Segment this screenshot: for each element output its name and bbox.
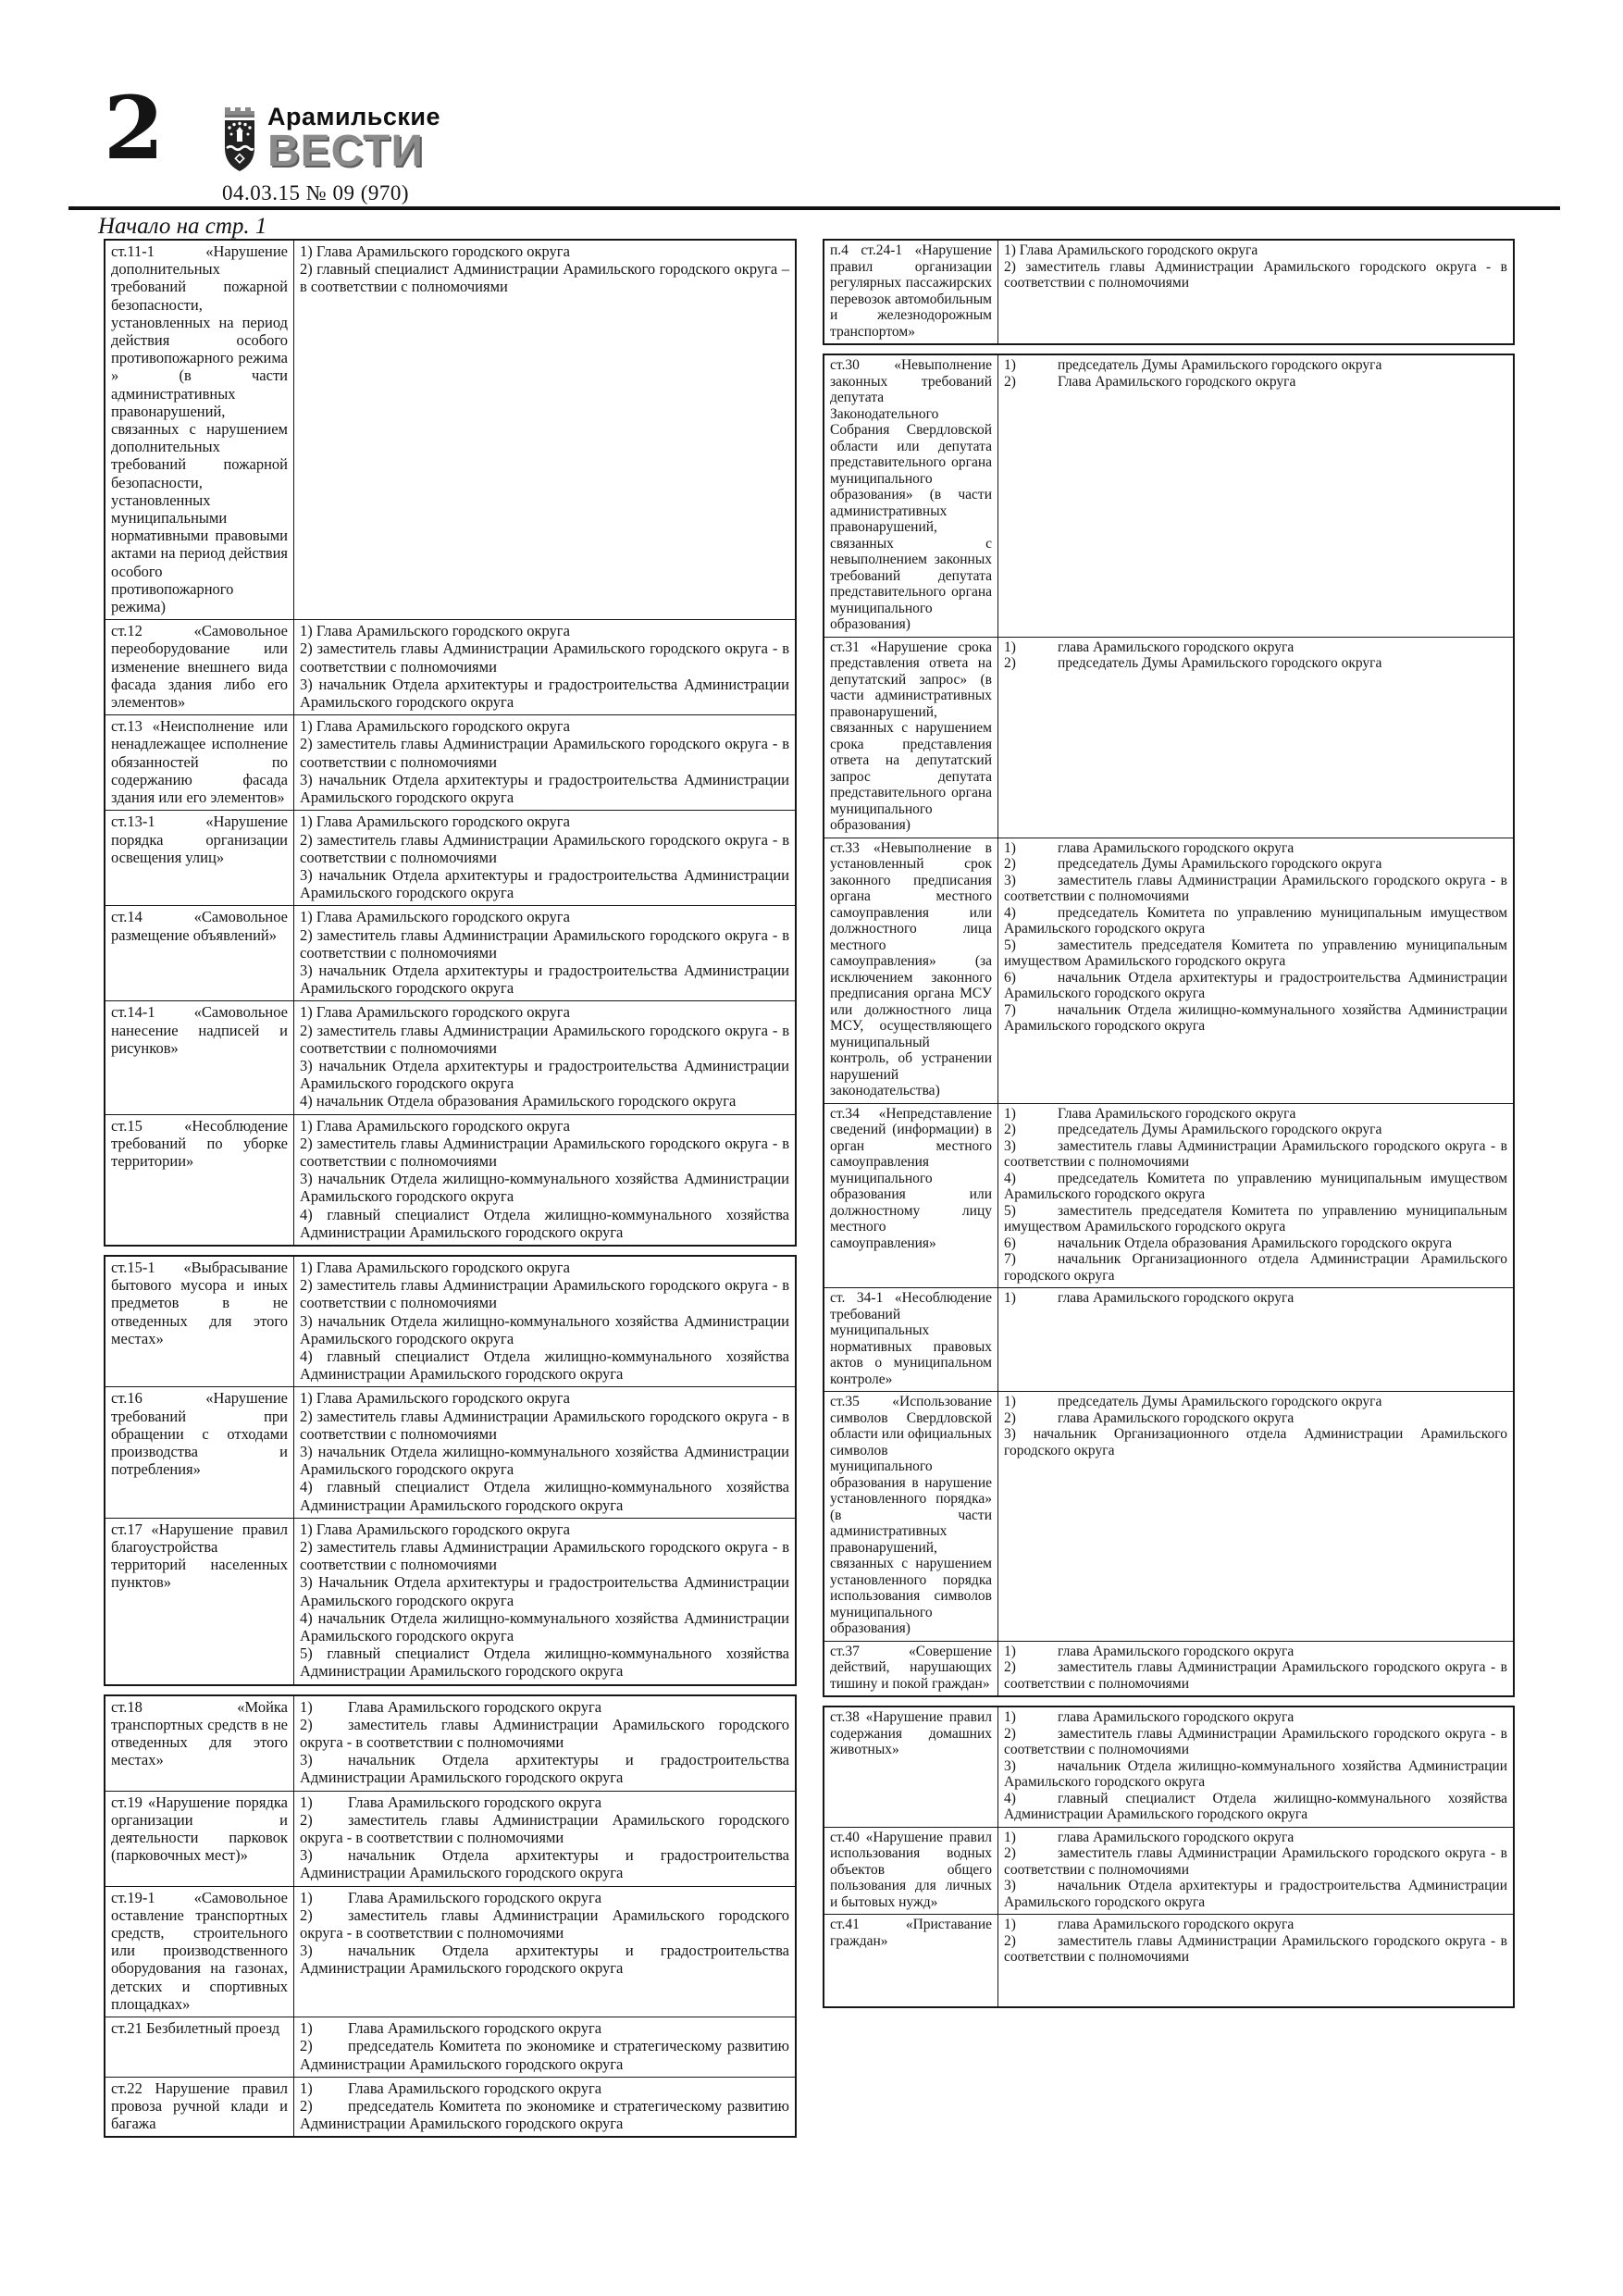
official-item: 1) Глава Арамильского городского округа [300, 1389, 570, 1408]
official-item: 1) Глава Арамильского городского округа [300, 908, 570, 926]
table-row [105, 715, 796, 811]
officials-cell [998, 240, 1515, 344]
officials-cell [294, 1791, 797, 1886]
official-item: 1) глава Арамильского городского округа [1004, 1829, 1295, 1845]
official-item: 2) заместитель главы Администрации Арамильского городского округа - в соответствии с полномочиями [300, 1407, 789, 1443]
official-item: 2) глава Арамильского городского округа [1004, 1409, 1295, 1426]
official-item: 3) начальник Отдела архитектуры и градостроительства Администрации Арамильского городского округа [300, 1751, 789, 1787]
table-row [105, 1695, 796, 1792]
official-item: 1) Глава Арамильского городского округа [300, 1697, 602, 1716]
violations-table [823, 239, 1515, 345]
officials-cell [998, 354, 1515, 637]
official-item: 1) глава Арамильского городского округа [1004, 639, 1295, 655]
official-item: 2) председатель Думы Арамильского городского округа [1004, 856, 1382, 872]
officials-cell [998, 1706, 1515, 1827]
official-item: 4) начальник Отдела жилищно-коммунального хозяйства Администрации Арамильского городского округа [300, 1608, 789, 1645]
officials-cell [294, 1256, 797, 1387]
officials-cell [998, 1392, 1515, 1642]
official-item: 1) глава Арамильского городского округа [1004, 1643, 1295, 1659]
official-item: 1) председатель Думы Арамильского городского округа [1004, 357, 1382, 373]
officials-cell [294, 1518, 797, 1684]
article-cell: ст.16 «Нарушение требований при обращении с отходами производства и потребления» [105, 1387, 294, 1518]
official-item: 1) глава Арамильского городского округа [1004, 1290, 1295, 1306]
table-row [824, 637, 1514, 838]
official-item: 5) заместитель председателя Комитета по управлению муниципальным имуществом Арамильского городского округа [1004, 937, 1507, 969]
table-row [824, 1827, 1514, 1915]
table-row [105, 1001, 796, 1114]
official-item: 1) Глава Арамильского городского округа [1004, 242, 1258, 258]
table-row [824, 240, 1514, 344]
official-item: 2) заместитель главы Администрации Арамильского городского округа - в соответствии с полномочиями [300, 1538, 789, 1574]
article-cell: ст.33 «Невыполнение в установленный срок законного предписания органа местного самоуправления или должностного лица местного самоуправления» (за исключением законного предписания органа МСУ или должностного лица МСУ, осуществляющего муниципальный контроль, об устранении нарушений законодательства) [824, 838, 998, 1103]
article-cell: ст.13-1 «Нарушение порядка организации освещения улиц» [105, 811, 294, 906]
official-item: 2) заместитель главы Администрации Арамильского городского округа - в соответствии с полномочиями [300, 925, 789, 962]
table-row [105, 1256, 796, 1387]
official-item: 4) главный специалист Отдела жилищно-коммунального хозяйства Администрации Арамильского городского округа [300, 1205, 789, 1241]
table-row [105, 1387, 796, 1518]
article-cell: п.4 ст.24-1 «Нарушение правил организации регулярных пассажирских перевозок автомобильным и железнодорожным транспортом» [824, 240, 998, 344]
article-cell: ст.12 «Самовольное переоборудование или изменение внешнего вида фасада здания либо его элементов» [105, 620, 294, 715]
table-row [824, 1641, 1514, 1696]
newspaper-logo [267, 102, 440, 175]
official-item: 2) заместитель главы Администрации Арамильского городского округа - в соответствии с полномочиями [300, 735, 789, 771]
official-item: 3) начальник Отдела жилищно-коммунального хозяйства Администрации Арамильского городского округа [300, 1443, 789, 1479]
article-cell: ст.34 «Непредставление сведений (информации) в орган местного самоуправления муниципального образования или должностному лицу местного самоуправления» [824, 1103, 998, 1288]
officials-cell [294, 1114, 797, 1246]
article-cell: ст.19-1 «Самовольное оставление транспортных средств, строительного или производственного оборудования на газонах, детских и спортивных площадках» [105, 1886, 294, 2017]
officials-cell [294, 906, 797, 1001]
official-item: 1) Глава Арамильского городского округа [300, 1003, 570, 1022]
official-item: 1) Глава Арамильского городского округа [300, 2079, 602, 2097]
official-item: 1) глава Арамильского городского округа [1004, 1709, 1295, 1725]
article-cell: ст.14-1 «Самовольное нанесение надписей и рисунков» [105, 1001, 294, 1114]
official-item: 4) председатель Комитета по управлению муниципальным имуществом Арамильского городского округа [1004, 1170, 1507, 1202]
official-item: 1) Глава Арамильского городского округа [300, 242, 570, 260]
article-cell: ст.41 «Приставание граждан» [824, 1915, 998, 2007]
official-item: 2) заместитель главы Администрации Арамильского городского округа - в соответствии с полномочиями [300, 1021, 789, 1057]
official-item: 1) Глава Арамильского городского округа [300, 1888, 602, 1906]
table-row [105, 2077, 796, 2137]
official-item: 3) начальник Отдела жилищно-коммунального хозяйства Администрации Арамильского городского округа [300, 1170, 789, 1206]
official-item: 4) главный специалист Отдела жилищно-коммунального хозяйства Администрации Арамильского городского округа [300, 1478, 789, 1514]
official-item: 2) председатель Комитета по экономике и стратегическому развитию Администрации Арамильского городского округа [300, 2096, 789, 2133]
officials-cell [998, 1103, 1515, 1288]
table-row [105, 1518, 796, 1684]
article-cell: ст.11-1 «Нарушение дополнительных требований пожарной безопасности, установленных на период действия особого противопожарного режима » (в части административных правонарушений, связанных с нарушением дополнительных требований пожарной безопасности, установленных муниципальными нормативными правовыми актами на период действия особого противопожарного режима) [105, 240, 294, 620]
official-item: 4) начальник Отдела образования Арамильского городского округа [300, 1092, 737, 1111]
official-item: 4) председатель Комитета по управлению муниципальным имуществом Арамильского городского округа [1004, 904, 1507, 937]
table-row [105, 2017, 796, 2078]
violations-table [104, 1255, 797, 1686]
table-row [824, 1288, 1514, 1392]
official-item: 2) заместитель главы Администрации Арамильского городского округа - в соответствии с полномочиями [300, 1715, 789, 1752]
official-item: 3) начальник Отдела архитектуры и градостроительства Администрации Арамильского городского округа [300, 1056, 789, 1093]
violations-table [823, 1706, 1515, 2008]
official-item: 3) начальник Отдела архитектуры и градостроительства Администрации Арамильского городского округа [300, 770, 789, 807]
official-item: 2) заместитель главы Администрации Арамильского городского округа - в соответствии с полномочиями [300, 830, 789, 866]
official-item: 5) заместитель председателя Комитета по управлению муниципальным имуществом Арамильского городского округа [1004, 1202, 1507, 1235]
table-row [824, 1706, 1514, 1827]
article-cell: ст.31 «Нарушение срока представления ответа на депутатский запрос» (в части административных правонарушений, связанных с нарушением срока представления ответа на депутатский запрос депутата представительного органа муниципального образования) [824, 637, 998, 838]
continuation-note: Начало на стр. 1 [98, 214, 267, 239]
masthead [220, 102, 440, 178]
official-item: 3) начальник Отдела архитектуры и градостроительства Администрации Арамильского городского округа [300, 675, 789, 712]
officials-cell [294, 2017, 797, 2078]
official-item: 2) заместитель главы Администрации Арамильского городского округа - в соответствии с полномочиями [300, 1276, 789, 1312]
official-item: 3) начальник Отдела жилищно-коммунального хозяйства Администрации Арамильского городского округа [1004, 1757, 1507, 1790]
official-item: 3) заместитель главы Администрации Арамильского городского округа - в соответствии с полномочиями [1004, 872, 1507, 904]
official-item: 1) председатель Думы Арамильского городского округа [1004, 1394, 1382, 1409]
official-item: 2) заместитель главы Администрации Арамильского городского округа - в соответствии с полномочиями [1004, 258, 1507, 291]
article-cell: ст.35 «Использование символов Свердловской области или официальных символов муниципального образования в нарушение установленного порядка» (в части административных правонарушений, связанных с нарушением установленного порядка использования символов муниципального образования) [824, 1392, 998, 1642]
table-row [105, 1886, 796, 2017]
official-item: 1) глава Арамильского городского округа [1004, 839, 1295, 856]
official-item: 1) Глава Арамильского городского округа [300, 1258, 570, 1276]
officials-cell [294, 1001, 797, 1114]
official-item: 7) начальник Организационного отдела Администрации Арамильского городского округа [1004, 1251, 1507, 1284]
article-cell: ст.13 «Неисполнение или ненадлежащее исполнение обязанностей по содержанию фасада здания или его элементов» [105, 715, 294, 811]
officials-cell [294, 1695, 797, 1792]
violations-table [104, 1694, 797, 2139]
left-column [104, 239, 797, 2146]
article-cell: ст.30 «Невыполнение законных требований депутата Законодательного Собрания Свердловской области или депутата представительного органа муниципального образования» (в части административных правонарушений, связанных с невыполнением законных требований депутата представительного органа муниципального образования) [824, 354, 998, 637]
officials-cell [998, 1915, 1515, 2007]
officials-cell [294, 1886, 797, 2017]
official-item: 1) Глава Арамильского городского округа [300, 622, 570, 640]
newspaper-title-main: ВЕСТИ [267, 127, 424, 177]
newspaper-title-small: Арамильские [267, 103, 440, 130]
violations-table [104, 239, 797, 1247]
official-item: 2) главный специалист Администрации Арамильского городского округа – в соответствии с полномочиями [300, 260, 789, 296]
officials-cell [294, 620, 797, 715]
officials-cell [998, 838, 1515, 1103]
officials-cell [998, 637, 1515, 838]
official-item: 3) начальник Отдела архитектуры и градостроительства Администрации Арамильского городского округа [300, 1846, 789, 1882]
official-item: 4) главный специалист Отдела жилищно-коммунального хозяйства Администрации Арамильского городского округа [1004, 1790, 1507, 1822]
table-row [105, 906, 796, 1001]
officials-cell [294, 2077, 797, 2137]
official-item: 1) глава Арамильского городского округа [1004, 1917, 1295, 1932]
aramil-coat-of-arms-icon [220, 102, 259, 178]
table-row [824, 1103, 1514, 1288]
official-item: 3) начальник Отдела жилищно-коммунального хозяйства Администрации Арамильского городского округа [300, 1311, 789, 1347]
header-divider-rule [68, 206, 1560, 210]
article-cell: ст.37 «Совершение действий, нарушающих тишину и покой граждан» [824, 1641, 998, 1696]
article-cell: ст.38 «Нарушение правил содержания домашних животных» [824, 1706, 998, 1827]
page-number: 2 [104, 78, 165, 180]
table-row [105, 240, 796, 620]
article-cell: ст.40 «Нарушение правил использования водных объектов общего пользования для личных и бытовых нужд» [824, 1827, 998, 1915]
official-item: 1) Глава Арамильского городского округа [300, 1793, 602, 1811]
official-item: 3) начальник Отдела архитектуры и градостроительства Администрации Арамильского городского округа [300, 961, 789, 998]
official-item: 7) начальник Отдела жилищно-коммунального хозяйства Администрации Арамильского городского округа [1004, 1001, 1507, 1034]
article-cell: ст.18 «Мойка транспортных средств в не отведенных для этого местах» [105, 1695, 294, 1792]
official-item: 1) Глава Арамильского городского округа [300, 717, 570, 736]
table-row [105, 620, 796, 715]
officials-cell [294, 715, 797, 811]
official-item: 2) заместитель главы Администрации Арамильского городского округа - в соответствии с полномочиями [300, 1134, 789, 1170]
table-row [105, 1791, 796, 1886]
official-item: 3) начальник Отдела архитектуры и градостроительства Администрации Арамильского городского округа [1004, 1878, 1507, 1910]
official-item: 2) Глава Арамильского городского округа [1004, 373, 1296, 390]
official-item: 3) начальник Отдела архитектуры и градостроительства Администрации Арамильского городского округа [300, 1942, 789, 1978]
official-item: 2) заместитель главы Администрации Арамильского городского округа - в соответствии с полномочиями [1004, 1659, 1507, 1692]
officials-cell [294, 240, 797, 620]
official-item: 3) заместитель главы Администрации Арамильского городского округа - в соответствии с полномочиями [1004, 1137, 1507, 1170]
official-item: 2) заместитель главы Администрации Арамильского городского округа - в соответствии с полномочиями [300, 1905, 789, 1942]
violations-table [823, 354, 1515, 1697]
official-item: 1) Глава Арамильского городского округа [300, 2019, 602, 2038]
table-row [824, 838, 1514, 1103]
official-item: 2) председатель Думы Арамильского городского округа [1004, 1122, 1382, 1137]
official-item: 2) заместитель главы Администрации Арамильского городского округа - в соответствии с полномочиями [1004, 1845, 1507, 1878]
official-item: 1) Глава Арамильского городского округа [1004, 1105, 1296, 1122]
official-item: 2) заместитель главы Администрации Арамильского городского округа - в соответствии с полномочиями [300, 1810, 789, 1847]
article-cell: ст.14 «Самовольное размещение объявлений» [105, 906, 294, 1001]
official-item: 3) начальник Организационного отдела Администрации Арамильского городского округа [1004, 1426, 1507, 1458]
article-cell: ст.15 «Несоблюдение требований по уборке территории» [105, 1114, 294, 1246]
right-column [823, 239, 1515, 2017]
officials-cell [294, 811, 797, 906]
official-item: 2) заместитель главы Администрации Арамильского городского округа - в соответствии с полномочиями [300, 639, 789, 676]
table-row [824, 354, 1514, 637]
official-item: 1) Глава Арамильского городского округа [300, 1116, 570, 1135]
officials-cell [998, 1827, 1515, 1915]
officials-cell [998, 1641, 1515, 1696]
official-item: 5) главный специалист Отдела жилищно-коммунального хозяйства Администрации Арамильского городского округа [300, 1644, 789, 1681]
official-item: 4) главный специалист Отдела жилищно-коммунального хозяйства Администрации Арамильского городского округа [300, 1347, 789, 1384]
official-item: 2) заместитель главы Администрации Арамильского городского округа - в соответствии с полномочиями [1004, 1725, 1507, 1757]
official-item: 3) начальник Отдела архитектуры и градостроительства Администрации Арамильского городского округа [300, 865, 789, 902]
article-cell: ст.15-1 «Выбрасывание бытового мусора и иных предметов в не отведенных для этого местах» [105, 1256, 294, 1387]
table-row [105, 811, 796, 906]
official-item: 3) Начальник Отдела архитектуры и градостроительства Администрации Арамильского городского округа [300, 1573, 789, 1609]
officials-cell [294, 1387, 797, 1518]
article-cell: ст.17 «Нарушение правил благоустройства территорий населенных пунктов» [105, 1518, 294, 1684]
official-item: 2) председатель Думы Арамильского городского округа [1004, 655, 1382, 671]
article-cell: ст.22 Нарушение правил провоза ручной клади и багажа [105, 2077, 294, 2137]
table-row [824, 1915, 1514, 2007]
official-item: 6) начальник Отдела образования Арамильского городского округа [1004, 1235, 1452, 1251]
article-cell: ст.19 «Нарушение порядка организации и деятельности парковок (парковочных мест)» [105, 1791, 294, 1886]
official-item: 1) Глава Арамильского городского округа [300, 813, 570, 831]
issue-date-number: 04.03.15 № 09 (970) [222, 181, 410, 205]
article-cell: ст. 34-1 «Несоблюдение требований муниципальных нормативных правовых актов о муниципальном контроле» [824, 1288, 998, 1392]
official-item: 6) начальник Отдела архитектуры и градостроительства Администрации Арамильского городского округа [1004, 969, 1507, 1001]
official-item: 2) заместитель главы Администрации Арамильского городского округа - в соответствии с полномочиями [1004, 1932, 1507, 1965]
officials-cell [998, 1288, 1515, 1392]
table-row [824, 1392, 1514, 1642]
article-cell: ст.21 Безбилетный проезд [105, 2017, 294, 2078]
official-item: 2) председатель Комитета по экономике и стратегическому развитию Администрации Арамильского городского округа [300, 2037, 789, 2073]
official-item: 1) Глава Арамильского городского округа [300, 1520, 570, 1538]
table-row [105, 1114, 796, 1246]
